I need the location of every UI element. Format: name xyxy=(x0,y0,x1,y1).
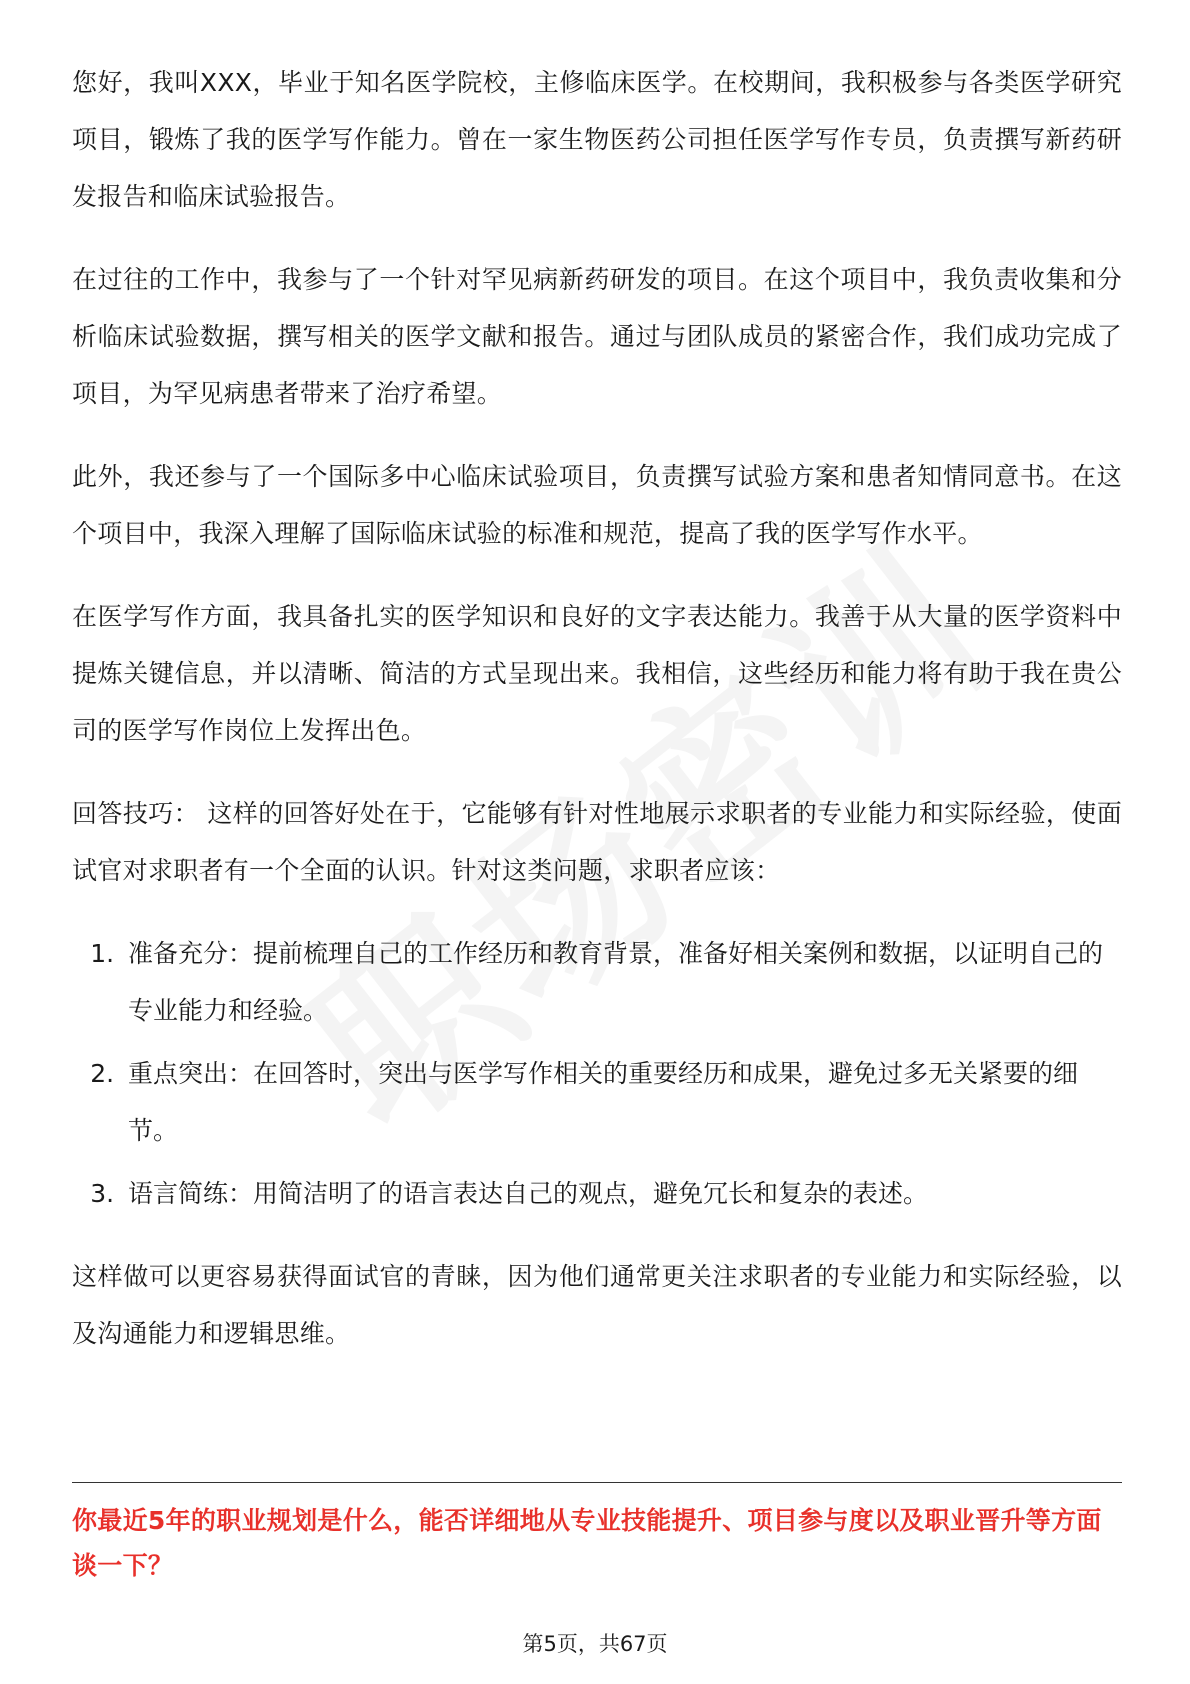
next-question-heading: 你最近5年的职业规划是什么，能否详细地从专业技能提升、项目参与度以及职业晋升等方面谈一下？ xyxy=(72,1506,1102,1580)
page-number-footer: 第5页，共67页 xyxy=(522,1632,668,1656)
paragraph-project-international: 此外，我还参与了一个国际多中心临床试验项目，负责撰写试验方案和患者知情同意书。在这个项目中，我深入理解了国际临床试验的标准和规范，提高了我的医学写作水平。 xyxy=(72,462,1122,548)
tips-list xyxy=(72,925,1122,1222)
paragraph-intro: 您好，我叫XXX，毕业于知名医学院校，主修临床医学。在校期间，我积极参与各类医学研究项目，锻炼了我的医学写作能力。曾在一家生物医药公司担任医学写作专员，负责撰写新药研发报告和临床试验报告。 xyxy=(72,68,1122,211)
paragraph-answer-tips: 回答技巧： 这样的回答好处在于，它能够有针对性地展示求职者的专业能力和实际经验，使面试官对求职者有一个全面的认识。针对这类问题，求职者应该： xyxy=(72,799,1122,885)
paragraph-skills: 在医学写作方面，我具备扎实的医学知识和良好的文字表达能力。我善于从大量的医学资料中提炼关键信息，并以清晰、简洁的方式呈现出来。我相信，这些经历和能力将有助于我在贵公司的医学写作岗位上发挥出色。 xyxy=(72,602,1122,745)
section-divider xyxy=(72,1482,1122,1483)
paragraph-project-rare-disease: 在过往的工作中，我参与了一个针对罕见病新药研发的项目。在这个项目中，我负责收集和分析临床试验数据，撰写相关的医学文献和报告。通过与团队成员的紧密合作，我们成功完成了项目，为罕见病患者带来了治疗希望。 xyxy=(72,265,1122,408)
answer-body xyxy=(72,54,1122,1388)
list-item: 1. 准备充分：提前梳理自己的工作经历和教育背景，准备好相关案例和数据，以证明自己的专业能力和经验。 xyxy=(122,925,1122,1039)
list-item: 3. 语言简练：用简洁明了的语言表达自己的观点，避免冗长和复杂的表述。 xyxy=(122,1165,1122,1222)
list-item: 2. 重点突出：在回答时，突出与医学写作相关的重要经历和成果，避免过多无关紧要的细节。 xyxy=(122,1045,1122,1159)
paragraph-closing: 这样做可以更容易获得面试官的青睐，因为他们通常更关注求职者的专业能力和实际经验，以及沟通能力和逻辑思维。 xyxy=(72,1262,1122,1348)
